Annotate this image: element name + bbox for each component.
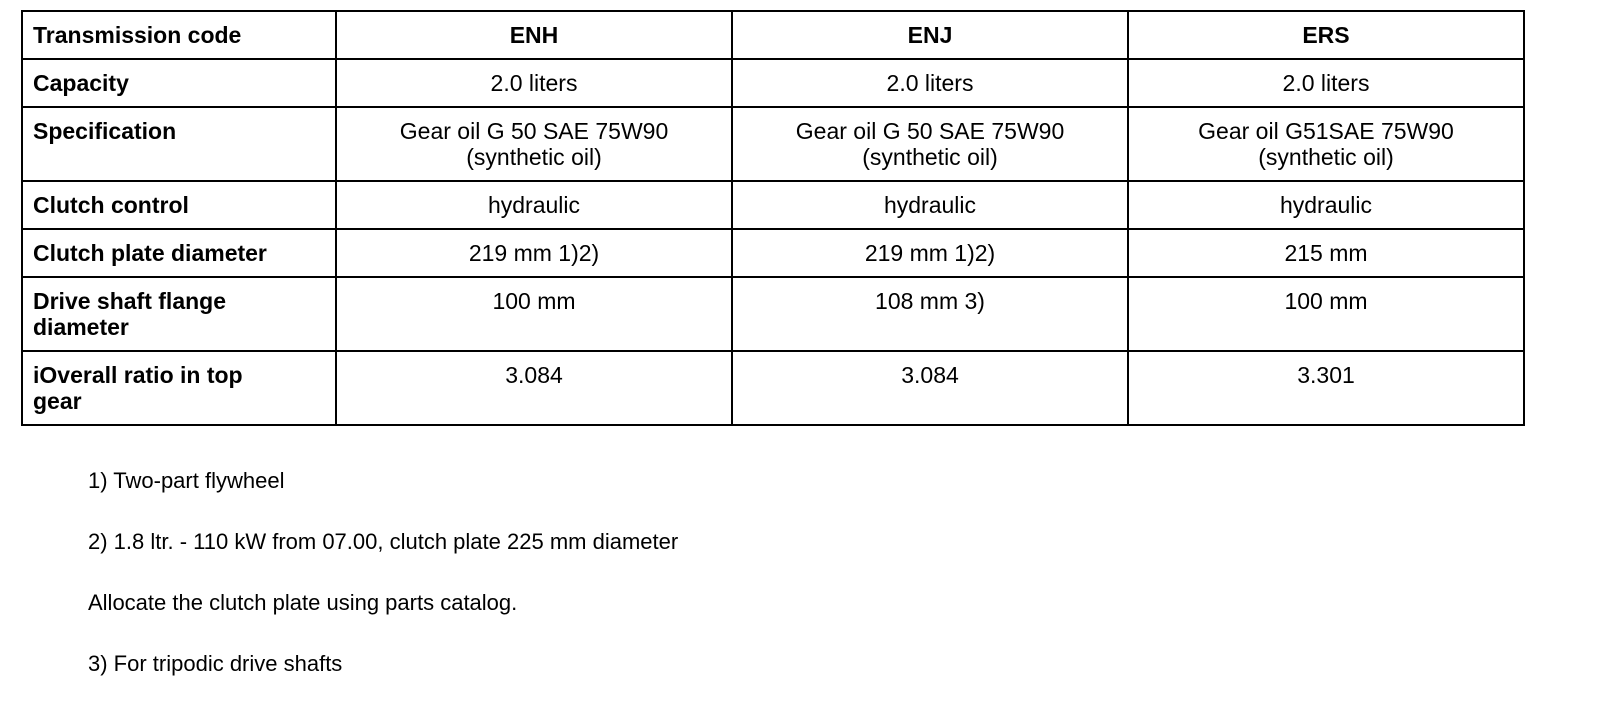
table-cell: 100 mm [1128, 277, 1524, 351]
table-cell: hydraulic [732, 181, 1128, 229]
table-row-capacity [22, 59, 1524, 107]
row-label: Clutch control [22, 181, 336, 229]
table-row-specification [22, 107, 1524, 181]
footnote-note: Allocate the clutch plate using parts catalog. [88, 590, 518, 615]
label-line: gear [33, 388, 82, 414]
table-row-drive-shaft-flange-diameter [22, 277, 1524, 351]
table-header-row [22, 11, 1524, 59]
table-cell: 3.084 [336, 351, 732, 425]
header-code-enh: ENH [336, 11, 732, 59]
row-label [22, 351, 336, 425]
header-code-enj: ENJ [732, 11, 1128, 59]
table-cell: 2.0 liters [336, 59, 732, 107]
cell-line: Gear oil G 50 SAE 75W90 [795, 118, 1065, 144]
footnote-1: 1) Two-part flywheel [88, 468, 285, 493]
table-cell: 219 mm 1)2) [732, 229, 1128, 277]
table-cell: 215 mm [1128, 229, 1524, 277]
header-label: Transmission code [22, 11, 336, 59]
footnote-3: 3) For tripodic drive shafts [88, 651, 343, 676]
cell-line: Gear oil G 50 SAE 75W90 [399, 118, 669, 144]
table-cell: hydraulic [1128, 181, 1524, 229]
footnote-2: 2) 1.8 ltr. - 110 kW from 07.00, clutch plate 225 mm diameter [88, 529, 679, 554]
footnotes [88, 468, 678, 712]
table-cell: 2.0 liters [1128, 59, 1524, 107]
table-cell: 3.301 [1128, 351, 1524, 425]
label-line: Drive shaft flange [33, 288, 226, 314]
table-cell: 108 mm 3) [732, 277, 1128, 351]
header-code-ers: ERS [1128, 11, 1524, 59]
table-row-clutch-control [22, 181, 1524, 229]
table-cell: 3.084 [732, 351, 1128, 425]
table-row-clutch-plate-diameter [22, 229, 1524, 277]
cell-line: (synthetic oil) [862, 144, 998, 170]
label-line: diameter [33, 314, 129, 340]
row-label: Capacity [22, 59, 336, 107]
table-cell: 100 mm [336, 277, 732, 351]
row-label: Specification [22, 107, 336, 181]
table-cell [732, 107, 1128, 181]
cell-line: (synthetic oil) [466, 144, 602, 170]
row-label [22, 277, 336, 351]
transmission-spec-table [21, 10, 1525, 426]
cell-line: Gear oil G51SAE 75W90 [1198, 118, 1454, 144]
table-row-overall-ratio [22, 351, 1524, 425]
table-cell: 219 mm 1)2) [336, 229, 732, 277]
row-label: Clutch plate diameter [22, 229, 336, 277]
table-cell [1128, 107, 1524, 181]
table-cell [336, 107, 732, 181]
label-line: iOverall ratio in top [33, 362, 243, 388]
table-cell: hydraulic [336, 181, 732, 229]
table-cell: 2.0 liters [732, 59, 1128, 107]
cell-line: (synthetic oil) [1258, 144, 1394, 170]
